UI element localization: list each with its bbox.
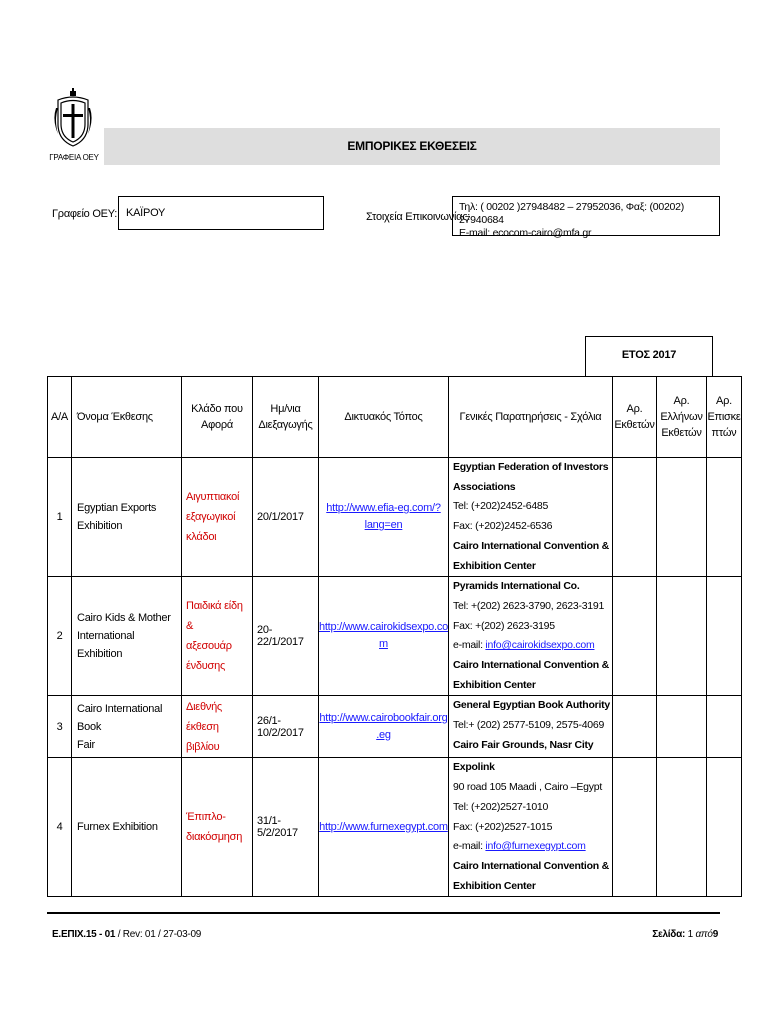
visitors-count (706, 458, 741, 577)
exhibition-website-link[interactable]: http://www.cairokidsexpo.co m (319, 577, 449, 696)
col-header-site: Δικτυακός Τόπος (319, 377, 449, 458)
exhibition-notes: General Egyptian Book Authority Tel:+ (202) 2577-5109, 2575-4069 Cairo Fair Grounds, Nasr City (448, 696, 612, 758)
table-row (48, 458, 742, 577)
footer-page-number: Σελίδα: 1 από9 (652, 929, 718, 940)
greek-exhibitors-count (656, 458, 706, 577)
email-link[interactable]: info@cairokidsexpo.com (485, 639, 595, 652)
col-header-date: Ημ/νια Διεξαγωγής (253, 377, 319, 458)
greek-exhibitors-count (656, 758, 706, 897)
exhibition-date: 20-22/1/2017 (253, 577, 319, 696)
contact-email: E-mail: ecocom-cairo@mfa.gr (459, 227, 592, 239)
footer-document-code: Ε.ΕΠΙΧ.15 - 01 / Rev: 01 / 27-03-09 (52, 929, 202, 940)
exhibition-website-link[interactable]: http://www.furnexegypt.com (319, 758, 449, 897)
greek-exhibitors-count (656, 577, 706, 696)
exhibitors-count (612, 758, 656, 897)
exhibitors-count (612, 696, 656, 758)
row-number: 4 (48, 758, 72, 897)
exhibition-sector: Διεθνής έκθεση βιβλίου (182, 696, 253, 758)
col-header-exhibitors: Αρ. Εκθετών (612, 377, 656, 458)
table-row (48, 577, 742, 696)
contact-box (452, 196, 720, 239)
row-number: 3 (48, 696, 72, 758)
office-label: Γραφείο ΟΕΥ: (52, 208, 118, 220)
contact-phone: Τηλ: ( 00202 )27948482 – 27952036, Φαξ: (00202) 27940684 (459, 201, 684, 226)
col-header-name: Όνομα Έκθεσης (72, 377, 182, 458)
exhibition-date: 26/1-10/2/2017 (253, 696, 319, 758)
col-header-visitors: Αρ. Επισκε πτών (706, 377, 741, 458)
exhibition-date: 20/1/2017 (253, 458, 319, 577)
exhibition-date: 31/1-5/2/2017 (253, 758, 319, 897)
exhibition-notes: Egyptian Federation of Investors Associations Tel: (+202)2452-6485 Fax: (+202)2452-6536 Cairo International Convention & Exhibition Center (448, 458, 612, 577)
exhibition-name: Cairo International Book Fair (72, 696, 182, 758)
table-header-row (48, 377, 742, 458)
year-label: ΕΤΟΣ 2017 (621, 349, 677, 361)
greek-coat-of-arms-logo (52, 88, 94, 150)
col-header-greek-exhibitors: Αρ. Ελλήνων Εκθετών (656, 377, 706, 458)
visitors-count (706, 577, 741, 696)
greek-exhibitors-count (656, 696, 706, 758)
exhibition-notes: Pyramids International Co. Tel: +(202) 2623-3790, 2623-3191 Fax: +(202) 2623-3195 e-mail: info@cairokidsexpo.com Cairo International Convention & Exhibition Center (448, 577, 612, 696)
exhibitors-count (612, 458, 656, 577)
exhibitors-count (612, 577, 656, 696)
exhibition-notes: Expolink 90 road 105 Maadi , Cairo –Egypt Tel: (+202)2527-1010 Fax: (+202)2527-1015 e-mail: info@furnexegypt.com Cairo International Convention & Exhibition Center (448, 758, 612, 897)
visitors-count (706, 758, 741, 897)
office-value: ΚΑΪΡΟΥ (126, 207, 166, 219)
email-link[interactable]: info@furnexegypt.com (485, 840, 586, 853)
table-row (48, 758, 742, 897)
exhibitions-table (47, 376, 742, 897)
row-number: 2 (48, 577, 72, 696)
visitors-count (706, 696, 741, 758)
table-row (48, 696, 742, 758)
document-title: ΕΜΠΟΡΙΚΕΣ ΕΚΘΕΣΕΙΣ (347, 139, 477, 153)
footer-divider (47, 912, 720, 914)
exhibition-sector: Αιγυπτιακοί εξαγωγικοί κλάδοι (182, 458, 253, 577)
contact-label: Στοιχεία Επικοινωνίας: (366, 211, 471, 223)
exhibition-website-link[interactable]: http://www.efia-eg.com/? lang=en (319, 458, 449, 577)
logo-caption: ΓΡΑΦΕΙΑ ΟΕΥ (49, 153, 99, 162)
col-header-num: Α/Α (48, 377, 72, 458)
exhibition-name: Cairo Kids & Mother International Exhibition (72, 577, 182, 696)
col-header-notes: Γενικές Παρατηρήσεις - Σχόλια (448, 377, 612, 458)
row-number: 1 (48, 458, 72, 577)
exhibition-website-link[interactable]: http://www.cairobookfair.org .eg (319, 696, 449, 758)
exhibition-name: Furnex Exhibition (72, 758, 182, 897)
exhibition-sector: Παιδικά είδη & αξεσουάρ ένδυσης (182, 577, 253, 696)
exhibition-name: Egyptian Exports Exhibition (72, 458, 182, 577)
col-header-sector: Κλάδο που Αφορά (182, 377, 253, 458)
exhibition-sector: Έπιπλο- διακόσμηση (182, 758, 253, 897)
